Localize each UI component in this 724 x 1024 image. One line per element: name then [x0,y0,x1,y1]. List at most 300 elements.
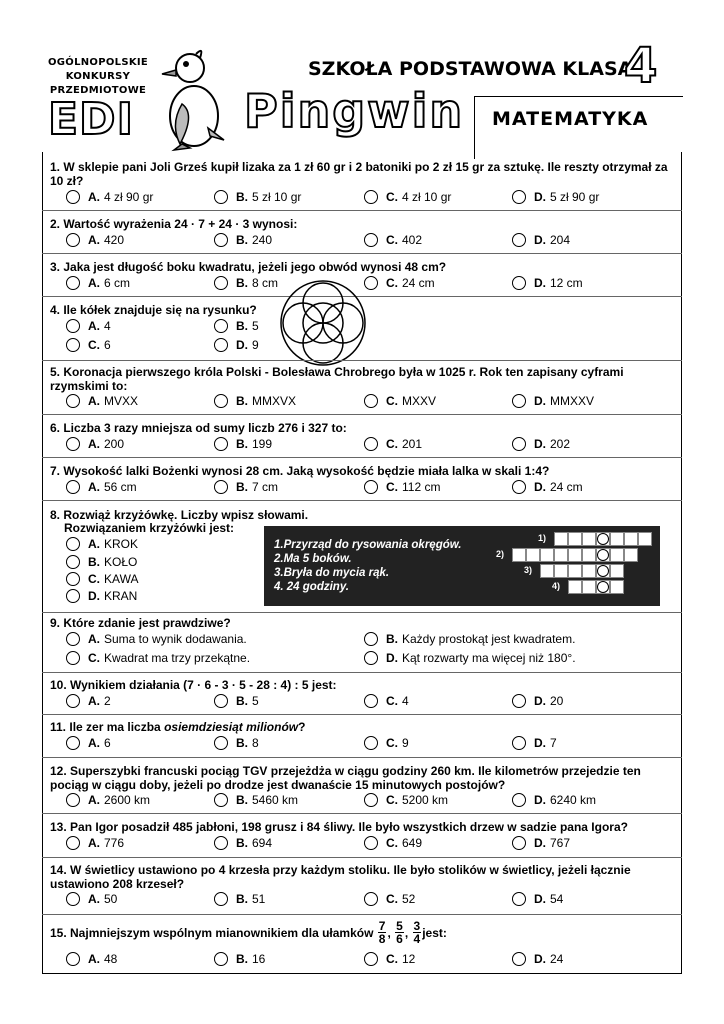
crossword-cell[interactable] [554,564,568,578]
option-letter: D. [534,190,546,204]
option-letter: A. [88,480,100,494]
option-text: KOŁO [104,555,138,569]
q10-option-d[interactable] [512,694,563,708]
question-6-text: 6. Liczba 3 razy mniejsza od sumy liczb 276 i 327 to: [50,421,347,435]
q1-option-c[interactable] [364,190,451,204]
question-9-text: 9. Które zdanie jest prawdziwe? [50,616,231,630]
crossword-row-number: 3) [524,565,533,575]
answer-radio-icon[interactable] [512,836,526,850]
q9-option-a[interactable] [66,632,247,646]
question-3-text: 3. Jaka jest długość boku kwadratu, jeżeli jego obwód wynosi 48 cm? [50,260,447,274]
crossword-cell[interactable] [512,548,526,562]
option-letter: A. [88,190,100,204]
option-text: 12 cm [550,276,583,290]
solution-circle-icon [597,533,609,545]
crossword-cell[interactable] [554,532,568,546]
option-letter: D. [534,276,546,290]
question-2-text: 2. Wartość wyrażenia 24 · 7 + 24 · 3 wynosi: [50,217,298,231]
option-text: Każdy prostokąt jest kwadratem. [402,632,576,646]
divider [42,813,682,814]
option-text: 6 [104,736,111,750]
solution-circle-icon [597,581,609,593]
answer-radio-icon[interactable] [512,736,526,750]
solution-circle-icon [597,565,609,577]
q14-option-b[interactable] [214,892,265,906]
answer-radio-icon[interactable] [66,233,80,247]
answer-radio-icon[interactable] [66,836,80,850]
answer-radio-icon[interactable] [512,190,526,204]
option-letter: C. [386,437,398,451]
option-text: Kwadrat ma trzy przekątne. [104,651,251,665]
q7-option-b[interactable] [214,480,278,494]
crossword-cell[interactable] [638,532,652,546]
crossword-cell[interactable] [596,580,610,594]
q3-option-a[interactable] [66,276,130,290]
clue-1: 1.Przyrząd do rysowania okręgów. [274,539,462,551]
crossword-cell[interactable] [554,548,568,562]
answer-radio-icon[interactable] [66,319,80,333]
crossword-row-number: 1) [538,533,547,543]
q14-option-d[interactable] [512,892,563,906]
option-text: 5200 km [402,793,449,807]
option-text: 8 cm [252,276,279,290]
option-text: 2 [104,694,111,708]
organizer-label [46,56,150,98]
answer-radio-icon[interactable] [66,952,80,966]
answer-radio-icon[interactable] [214,836,228,850]
fraction-1: $\frac{7}{8}$ [378,919,386,946]
q14-option-c[interactable] [364,892,415,906]
divider [42,457,682,458]
crossword-cell[interactable] [568,532,582,546]
option-text: 202 [550,437,571,451]
option-text: 52 [402,892,416,906]
option-letter: A. [88,394,100,408]
option-text: KAWA [104,572,139,586]
option-letter: B. [236,952,248,966]
q2-option-a[interactable] [66,233,124,247]
option-text: 24 cm [402,276,435,290]
q1-option-a[interactable] [66,190,153,204]
answer-radio-icon[interactable] [364,892,378,906]
option-text: 112 cm [402,480,441,494]
answer-radio-icon[interactable] [512,276,526,290]
option-letter: D. [534,233,546,247]
answer-radio-icon[interactable] [512,394,526,408]
option-text: KRAN [104,589,138,603]
option-letter: B. [236,736,248,750]
answer-radio-icon[interactable] [214,190,228,204]
crossword-cell[interactable] [582,564,596,578]
divider [42,253,682,254]
option-text: 48 [104,952,118,966]
edi-logo: EDI [48,94,134,145]
answer-radio-icon[interactable] [364,952,378,966]
q10-option-c[interactable] [364,694,409,708]
q4-option-a[interactable] [66,319,111,333]
option-text: 7 [550,736,557,750]
option-text: 20 [550,694,564,708]
answer-radio-icon[interactable] [512,694,526,708]
solution-circle-icon [597,549,609,561]
answer-radio-icon[interactable] [214,338,228,352]
crossword-cell[interactable] [582,548,596,562]
fraction-2: $\frac{5}{6}$ [396,919,403,946]
penguin-mascot-icon [152,44,232,154]
option-letter: A. [88,836,100,850]
divider [42,500,682,501]
option-letter: C. [386,480,398,494]
option-letter: C. [386,190,398,204]
option-text: 402 [402,233,423,247]
divider [42,757,682,758]
q2-option-d[interactable] [512,233,570,247]
q15-option-c[interactable] [364,952,415,966]
option-text: 56 cm [104,480,137,494]
crossword-cell[interactable] [596,532,610,546]
option-text: 201 [402,437,423,451]
q11-option-a[interactable] [66,736,111,750]
q7-option-a[interactable] [66,480,137,494]
q3-option-b[interactable] [214,276,278,290]
answer-radio-icon[interactable] [66,572,80,586]
question-10-text: 10. Wynikiem działania (7 · 6 - 3 · 5 - 28 : 4) : 5 jest: [50,678,337,692]
divider [42,414,682,415]
q6-option-a[interactable] [66,437,124,451]
option-letter: D. [88,589,100,603]
option-letter: A. [88,892,100,906]
q3-option-d[interactable] [512,276,583,290]
option-text: 5 zł 90 gr [550,190,600,204]
answer-radio-icon[interactable] [364,632,378,646]
option-letter: B. [236,694,248,708]
crossword-cell[interactable] [624,548,638,562]
option-text: 5 zł 10 gr [252,190,302,204]
q15-option-a[interactable] [66,952,117,966]
option-letter: C. [386,952,398,966]
q15-text-c: jest: [422,925,447,940]
option-text: 2600 km [104,793,151,807]
q7-option-d[interactable] [512,480,583,494]
answer-radio-icon[interactable] [364,694,378,708]
answer-radio-icon[interactable] [66,190,80,204]
answer-radio-icon[interactable] [66,276,80,290]
q9-option-b[interactable] [364,632,575,646]
option-letter: C. [386,736,398,750]
option-text: MVXX [104,394,139,408]
q15-option-b[interactable] [214,952,265,966]
crossword-cell[interactable] [596,564,610,578]
crossword-cell[interactable] [582,580,596,594]
clue-3: 3.Bryła do mycia rąk. [274,567,390,579]
org-line-2: KONKURSY [65,71,131,82]
answer-radio-icon[interactable] [364,651,378,665]
crossword-cell[interactable] [526,548,540,562]
answer-radio-icon[interactable] [214,793,228,807]
q13-option-d[interactable] [512,836,570,850]
q2-option-b[interactable] [214,233,272,247]
q2-option-c[interactable] [364,233,422,247]
option-letter: B. [236,190,248,204]
option-letter: A. [88,736,100,750]
option-letter: C. [386,892,398,906]
q12-option-a[interactable] [66,793,150,807]
option-text: Suma to wynik dodawania. [104,632,247,646]
answer-radio-icon[interactable] [66,736,80,750]
subject-title: MATEMATYKA [492,108,649,130]
q5-option-b[interactable] [214,394,296,408]
answer-radio-icon[interactable] [214,892,228,906]
q3-option-c[interactable] [364,276,435,290]
option-letter: D. [386,651,398,665]
question-12-text: 12. Superszybki francuski pociąg TGV przejeżdża w ciągu godziny 260 km. Ile kilometrów przejedzie ten pociąg w ciągu doby, jeżeli po drodze jest dwanaście 15 minutowych postojów? [50,764,641,792]
q4-option-d[interactable] [214,338,259,352]
option-text: 54 [550,892,564,906]
answer-radio-icon[interactable] [214,233,228,247]
crossword-row-number: 4) [552,581,561,591]
q4-option-c[interactable] [66,338,111,352]
q15-option-d[interactable] [512,952,563,966]
option-letter: D. [534,437,546,451]
option-text: 4 [104,319,111,333]
option-text: 4 [402,694,409,708]
option-text: 420 [104,233,125,247]
option-text: 5 [252,694,259,708]
org-line-1: OGÓLNOPOLSKIE [47,57,149,68]
question-7-text: 7. Wysokość lalki Bożenki wynosi 28 cm. Jaką wysokość będzie miała lalka w skali 1:4? [50,464,550,478]
crossword-cell[interactable] [624,532,638,546]
option-text: 6 cm [104,276,131,290]
question-15-text: 15. Najmniejszym wspólnym mianownikiem dla ułamków $\frac{7}{8}$ , $\frac{5}{6}$ , $\frac{3}{4}$ jest: [50,919,447,946]
answer-radio-icon[interactable] [512,233,526,247]
answer-radio-icon[interactable] [66,394,80,408]
option-text: 776 [104,836,125,850]
crossword-cell[interactable] [610,532,624,546]
contest-title: Pingwin [244,84,465,138]
option-letter: B. [88,555,100,569]
answer-radio-icon[interactable] [66,651,80,665]
answer-radio-icon[interactable] [214,394,228,408]
option-letter: D. [534,892,546,906]
option-text: 8 [252,736,259,750]
answer-radio-icon[interactable] [66,555,80,569]
q11-option-b[interactable] [214,736,259,750]
answer-radio-icon[interactable] [66,480,80,494]
option-text: 240 [252,233,273,247]
option-letter: C. [88,651,100,665]
q8-option-c[interactable] [66,572,138,586]
answer-radio-icon[interactable] [66,793,80,807]
q15-text-a: 15. Najmniejszym wspólnym mianownikiem dla ułamków [50,925,374,940]
answer-radio-icon[interactable] [214,694,228,708]
crossword-cell[interactable] [610,564,624,578]
q6-option-d[interactable] [512,437,570,451]
option-letter: C. [386,836,398,850]
option-letter: A. [88,537,100,551]
q6-option-b[interactable] [214,437,272,451]
option-text: 5460 km [252,793,299,807]
option-text: 9 [252,338,259,352]
option-letter: B. [236,892,248,906]
q6-option-c[interactable] [364,437,422,451]
option-letter: A. [88,319,100,333]
option-letter: B. [236,319,248,333]
answer-radio-icon[interactable] [512,480,526,494]
q1-option-b[interactable] [214,190,301,204]
option-letter: C. [386,276,398,290]
answer-radio-icon[interactable] [214,319,228,333]
answer-radio-icon[interactable] [364,836,378,850]
option-text: MMXVX [252,394,297,408]
grade-number: 4 [624,38,658,94]
option-letter: B. [236,793,248,807]
answer-radio-icon[interactable] [66,338,80,352]
crossword-cell[interactable] [596,548,610,562]
q7-option-c[interactable] [364,480,440,494]
answer-radio-icon[interactable] [214,437,228,451]
option-letter: B. [236,480,248,494]
answer-radio-icon[interactable] [364,190,378,204]
option-text: 694 [252,836,273,850]
crossword-cell[interactable] [540,548,554,562]
answer-radio-icon[interactable] [364,480,378,494]
option-letter: D. [534,394,546,408]
divider [42,714,682,715]
answer-radio-icon[interactable] [512,892,526,906]
option-text: 767 [550,836,571,850]
question-13-text: 13. Pan Igor posadził 485 jabłoni, 198 grusz i 84 śliwy. Ile było wszystkich drzew w sadzie pana Igora? [50,820,628,834]
q4-option-b[interactable] [214,319,259,333]
q5-option-d[interactable] [512,394,594,408]
option-text: KROK [104,537,139,551]
option-text: 5 [252,319,259,333]
option-letter: B. [236,276,248,290]
crossword-cell[interactable] [610,580,624,594]
answer-radio-icon[interactable] [512,437,526,451]
crossword-cell[interactable] [610,548,624,562]
school-level: SZKOŁA PODSTAWOWA KLASA [308,58,633,80]
q1-option-d[interactable] [512,190,599,204]
answer-radio-icon[interactable] [214,276,228,290]
option-text: 199 [252,437,273,451]
q5-option-c[interactable] [364,394,436,408]
question-8-subtext: Rozwiązaniem krzyżówki jest: [64,521,235,535]
crossword-row-number: 2) [496,549,505,559]
option-letter: C. [386,793,398,807]
option-text: 6 [104,338,111,352]
answer-radio-icon[interactable] [364,736,378,750]
answer-radio-icon[interactable] [364,437,378,451]
option-letter: D. [534,952,546,966]
q10-option-a[interactable] [66,694,111,708]
crossword-cell[interactable] [582,532,596,546]
option-letter: B. [236,233,248,247]
option-letter: C. [88,572,100,586]
option-text: 6240 km [550,793,597,807]
crossword-cell[interactable] [540,564,554,578]
q8-option-b[interactable] [66,555,137,569]
option-text: 200 [104,437,125,451]
option-text: 24 [550,952,564,966]
option-letter: A. [88,233,100,247]
answer-radio-icon[interactable] [66,437,80,451]
answer-radio-icon[interactable] [66,632,80,646]
q11-option-c[interactable] [364,736,409,750]
crossword-cell[interactable] [568,564,582,578]
option-text: 4 zł 90 gr [104,190,154,204]
question-8-text: 8. Rozwiąż krzyżówkę. Liczby wpisz słowami. [50,508,309,522]
q9-option-c[interactable] [66,651,250,665]
divider [42,612,682,613]
answer-radio-icon[interactable] [214,480,228,494]
q5-option-a[interactable] [66,394,138,408]
answer-radio-icon[interactable] [66,589,80,603]
answer-radio-icon[interactable] [66,694,80,708]
option-letter: C. [386,694,398,708]
clue-4: 4. 24 godziny. [274,581,349,593]
answer-radio-icon[interactable] [214,952,228,966]
option-text: 7 cm [252,480,279,494]
fraction-3: $\frac{3}{4}$ [413,919,421,946]
option-letter: C. [386,233,398,247]
option-letter: A. [88,276,100,290]
question-14-text: 14. W świetlicy ustawiono po 4 krzesła przy każdym stoliku. Ile było stolików w świetlicy, jeżeli łącznie ustawiono 208 krzeseł? [50,863,631,891]
option-text: 204 [550,233,571,247]
q14-option-a[interactable] [66,892,117,906]
q13-option-a[interactable] [66,836,124,850]
option-text: 649 [402,836,423,850]
answer-radio-icon[interactable] [214,736,228,750]
crossword-cell[interactable] [568,548,582,562]
divider [42,210,682,211]
q11-text-c: ? [298,720,306,734]
answer-radio-icon[interactable] [512,952,526,966]
answer-radio-icon[interactable] [66,892,80,906]
q11-option-d[interactable] [512,736,557,750]
answer-radio-icon[interactable] [512,793,526,807]
option-letter: A. [88,437,100,451]
divider [42,360,682,361]
option-letter: C. [386,394,398,408]
option-letter: B. [236,437,248,451]
crossword-panel [264,526,660,606]
q9-option-d[interactable] [364,651,576,665]
answer-radio-icon[interactable] [364,394,378,408]
crossword-cell[interactable] [568,580,582,594]
q12-option-c[interactable] [364,793,448,807]
question-11-text [50,720,680,734]
option-letter: A. [88,952,100,966]
answer-radio-icon[interactable] [364,793,378,807]
option-letter: B. [386,632,398,646]
q10-option-b[interactable] [214,694,259,708]
option-text: 51 [252,892,266,906]
q13-option-b[interactable] [214,836,272,850]
answer-radio-icon[interactable] [66,537,80,551]
q8-option-d[interactable] [66,589,137,603]
option-letter: A. [88,632,100,646]
question-5-text: 5. Koronacja pierwszego króla Polski - Bolesława Chrobrego była w 1025 r. Rok ten zapisany cyframi rzymskimi to: [50,365,624,393]
option-text: 4 zł 10 gr [402,190,452,204]
option-text: MMXXV [550,394,595,408]
q13-option-c[interactable] [364,836,422,850]
q12-option-d[interactable] [512,793,596,807]
org-line-3: PRZEDMIOTOWE [49,85,147,96]
q8-option-a[interactable] [66,537,138,551]
question-4-text: 4. Ile kółek znajduje się na rysunku? [50,303,257,317]
answer-radio-icon[interactable] [364,233,378,247]
q12-option-b[interactable] [214,793,298,807]
